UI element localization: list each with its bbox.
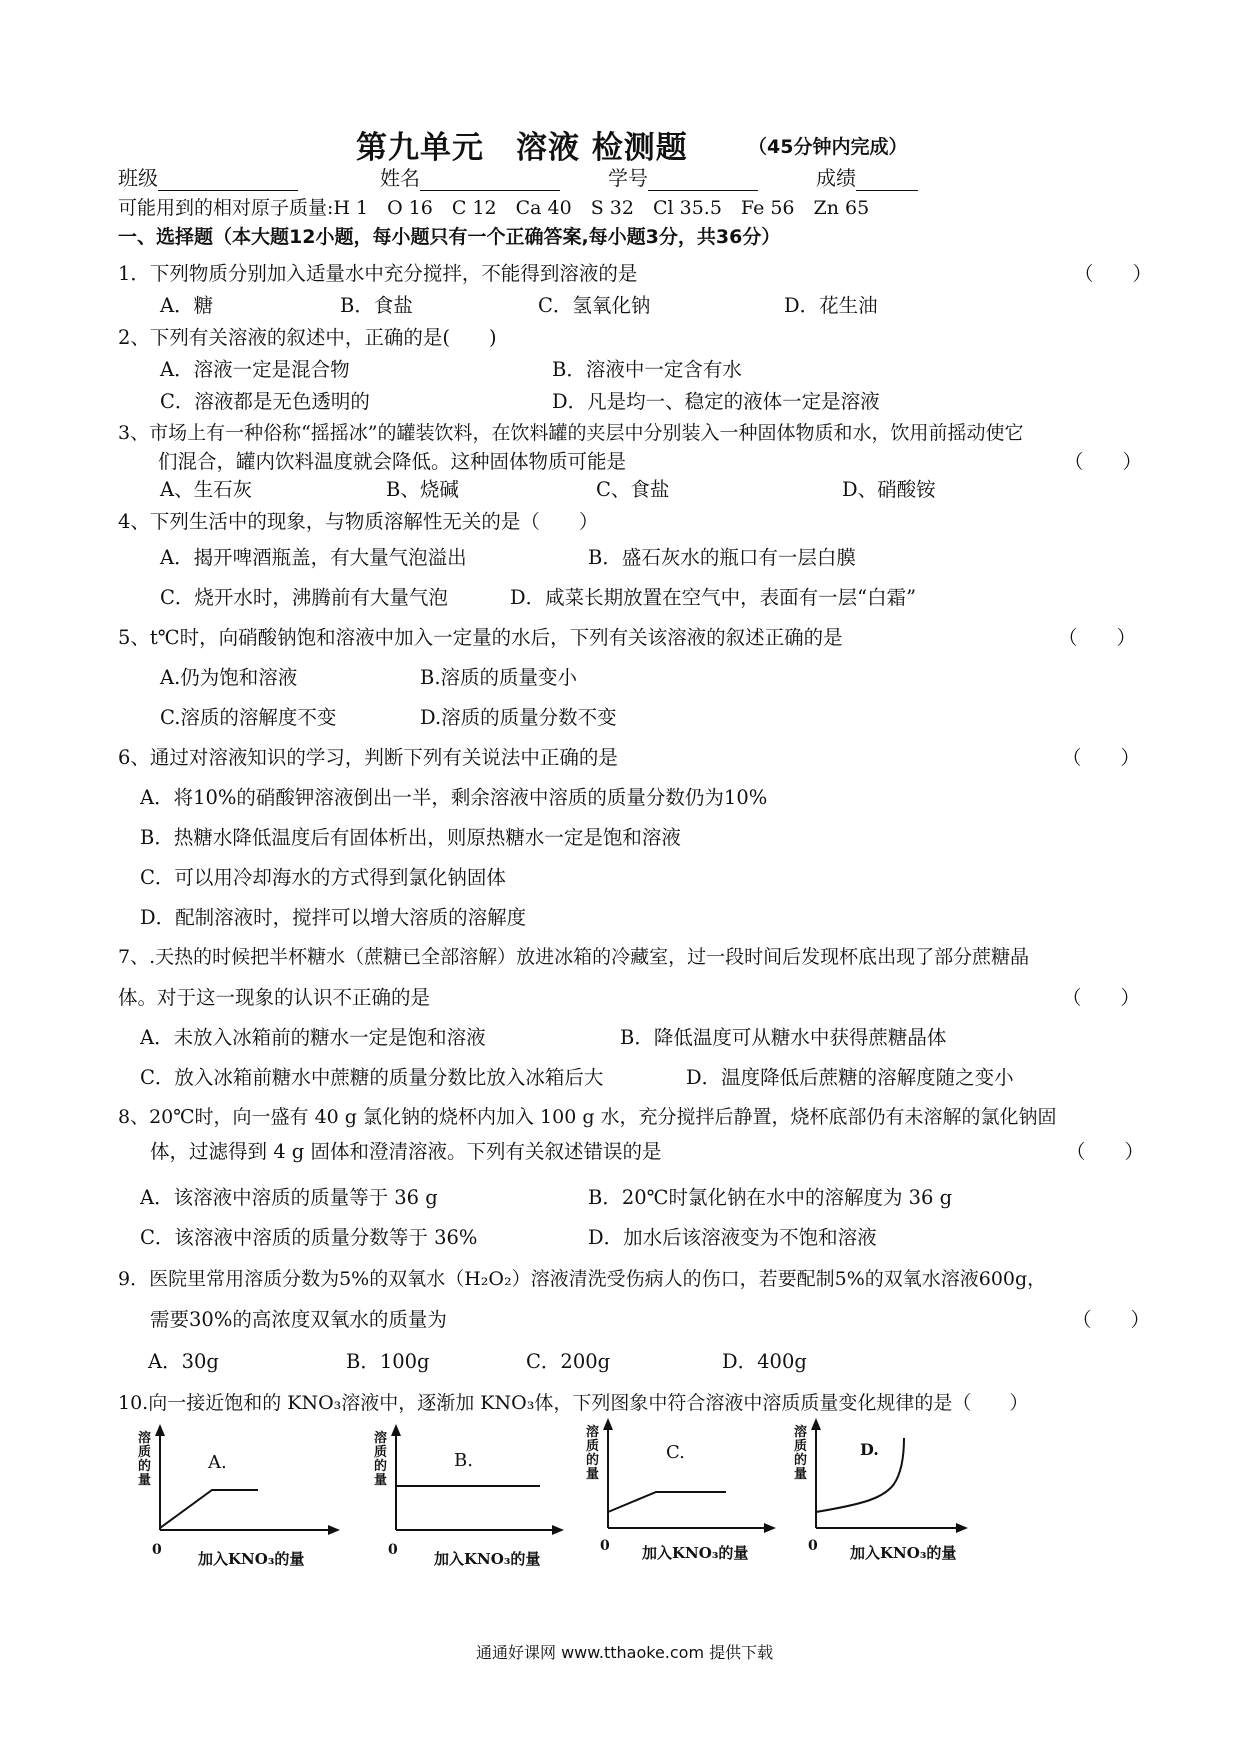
option-6c: C．可以用冷却海水的方式得到氯化钠固体: [140, 866, 506, 889]
footer: 通通好课网 www.tthaoke.com 提供下载: [476, 1643, 774, 1662]
question-4: [118, 506, 598, 534]
question-2: [118, 322, 497, 350]
question-1: [118, 258, 637, 286]
graph-b-letter: B.: [454, 1450, 473, 1471]
question-7-line2: 体。对于这一现象的认识不正确的是: [118, 986, 431, 1009]
option-5b: B.溶质的质量变小: [420, 666, 578, 689]
option-8c: C．该溶液中溶质的质量分数等于 36%: [140, 1226, 478, 1249]
question-text: 下列物质分别加入适量水中充分搅拌，不能得到溶液的是: [149, 262, 638, 285]
option-5c: C.溶质的溶解度不变: [160, 706, 337, 729]
question-number: 3、: [118, 422, 150, 444]
option-9d: D．400g: [722, 1350, 807, 1373]
graph-d-origin: 0: [808, 1538, 818, 1554]
option-4b: B．盛石灰水的瓶口有一层白膜: [588, 546, 856, 569]
option-2b: B．溶液中一定含有水: [552, 358, 742, 381]
student-id-label: 学号: [608, 166, 648, 190]
question-text: 下列有关溶液的叙述中，正确的是( ): [149, 326, 497, 349]
graph-d-plot: [794, 1424, 994, 1536]
section-heading: 一、选择题（本大题12小题，每小题只有一个正确答案,每小题3分，共36分）: [118, 226, 781, 248]
option-4d: D．咸菜长期放置在空气中，表面有一层“白霜”: [510, 586, 917, 609]
option-9c: C．200g: [526, 1350, 611, 1373]
question-10: [118, 1388, 1028, 1415]
option-6d: D．配制溶液时，搅拌可以增大溶质的溶解度: [140, 906, 527, 929]
question-6: [118, 742, 618, 770]
graph-b-xlabel: 加入KNO₃的量: [434, 1550, 541, 1568]
graph-d-letter: D.: [860, 1440, 879, 1459]
answer-paren-6[interactable]: （ ）: [1062, 746, 1141, 769]
option-9a: A．30g: [148, 1350, 219, 1373]
student-id-field: [608, 162, 758, 191]
graph-a-plot: [138, 1430, 338, 1542]
answer-paren-8[interactable]: （ ）: [1066, 1140, 1145, 1163]
answer-paren-3[interactable]: （ ）: [1064, 450, 1143, 473]
option-7a: A．未放入冰箱前的糖水一定是饱和溶液: [140, 1026, 486, 1049]
graph-a-xlabel: 加入KNO₃的量: [198, 1550, 305, 1568]
class-field: [118, 162, 298, 191]
option-8b: B．20℃时氯化钠在水中的溶解度为 36 g: [588, 1186, 953, 1209]
option-1c: C．氢氧化钠: [538, 294, 651, 317]
score-field: [816, 162, 918, 191]
graph-a-origin: 0: [152, 1542, 162, 1558]
question-text: 20℃时，向一盛有 40 g 氯化钠的烧杯内加入 100 g 水，充分搅拌后静置，烧杯底部仍有未溶解的氯化钠固: [149, 1106, 1057, 1128]
score-blank[interactable]: [856, 170, 918, 191]
question-number: 1．: [118, 262, 150, 285]
option-4c: C．烧开水时，沸腾前有大量气泡: [160, 586, 448, 609]
student-id-blank[interactable]: [648, 170, 758, 191]
question-9-line2: 需要30%的高浓度双氧水的质量为: [150, 1308, 447, 1331]
graph-a-letter: A.: [208, 1452, 227, 1473]
graph-a-curve: [160, 1490, 258, 1528]
name-field: [380, 162, 560, 191]
question-8-line2: 体，过滤得到 4 g 固体和澄清溶液。下列有关叙述错误的是: [150, 1140, 662, 1163]
question-number: 2、: [118, 326, 150, 349]
option-5a: A.仍为饱和溶液: [160, 666, 298, 689]
graph-c-xlabel: 加入KNO₃的量: [642, 1544, 749, 1562]
option-2d: D．凡是均一、稳定的液体一定是溶液: [552, 390, 880, 413]
answer-paren-7[interactable]: （ ）: [1062, 986, 1141, 1009]
question-text: 医院里常用溶质分数为5%的双氧水（H₂O₂）溶液清洗受伤病人的伤口，若要配制5%的双氧水溶液600g，: [149, 1268, 1047, 1290]
graph-d-xlabel: 加入KNO₃的量: [850, 1544, 957, 1562]
graph-d: [794, 1424, 994, 1564]
option-1d: D．花生油: [784, 294, 878, 317]
question-text: t℃时，向硝酸钠饱和溶液中加入一定量的水后，下列有关该溶液的叙述正确的是: [149, 626, 843, 649]
question-text: 下列生活中的现象，与物质溶解性无关的是（ ）: [149, 510, 599, 533]
question-text: 市场上有一种俗称“摇摇冰”的罐装饮料，在饮料罐的夹层中分别装入一种固体物质和水，饮用前摇动使它: [149, 422, 1024, 444]
option-3b: B、烧碱: [386, 478, 459, 501]
question-number: 6、: [118, 746, 150, 769]
option-9b: B．100g: [346, 1350, 430, 1373]
question-number: 9．: [118, 1268, 150, 1290]
option-6a: A．将10%的硝酸钾溶液倒出一半，剩余溶液中溶质的质量分数仍为10%: [140, 786, 768, 809]
graph-c-plot: [586, 1424, 786, 1536]
option-3c: C、食盐: [596, 478, 670, 501]
graph-b-ylabel: 溶 质 的 量: [374, 1431, 388, 1488]
question-5: [118, 622, 843, 650]
time-limit: （45分钟内完成）: [748, 136, 908, 158]
option-3a: A、生石灰: [160, 478, 253, 501]
question-number: 5、: [118, 626, 150, 649]
graph-c-origin: 0: [600, 1538, 610, 1554]
option-1b: B．食盐: [340, 294, 413, 317]
graph-d-ylabel: 溶 质 的 量: [794, 1425, 808, 1482]
option-1a: A．糖: [160, 294, 214, 317]
question-3: [118, 418, 1024, 445]
option-2c: C．溶液都是无色透明的: [160, 390, 370, 413]
option-2a: A．溶液一定是混合物: [160, 358, 350, 381]
question-9: [118, 1264, 1046, 1291]
option-3d: D、硝酸铵: [842, 478, 936, 501]
question-text: .天热的时候把半杯糖水（蔗糖已全部溶解）放进冰箱的冷藏室，过一段时间后发现杯底出现了部分蔗糖晶: [149, 946, 1030, 968]
question-number: 10.: [118, 1392, 149, 1414]
question-number: 7、: [118, 946, 150, 968]
score-label: 成绩: [816, 166, 856, 190]
option-6b: B．热糖水降低温度后有固体析出，则原热糖水一定是饱和溶液: [140, 826, 681, 849]
graph-c-ylabel: 溶 质 的 量: [586, 1425, 600, 1482]
answer-paren-9[interactable]: （ ）: [1072, 1308, 1151, 1331]
class-label: 班级: [118, 166, 158, 190]
name-label: 姓名: [380, 166, 420, 190]
graph-b-plot: [374, 1430, 574, 1542]
answer-paren-5[interactable]: （ ）: [1058, 626, 1137, 649]
question-8: [118, 1102, 1057, 1129]
class-blank[interactable]: [158, 170, 298, 191]
graph-b-origin: 0: [388, 1542, 398, 1558]
answer-paren-1[interactable]: （ ）: [1074, 262, 1153, 285]
option-7c: C．放入冰箱前糖水中蔗糖的质量分数比放入冰箱后大: [140, 1066, 604, 1089]
question-number: 8、: [118, 1106, 150, 1128]
option-7d: D．温度降低后蔗糖的溶解度随之变小: [686, 1066, 1014, 1089]
name-blank[interactable]: [420, 170, 560, 191]
graph-c-curve: [608, 1492, 726, 1512]
question-number: 4、: [118, 510, 150, 533]
graph-d-curve: [816, 1438, 904, 1512]
question-text: 向一接近饱和的 KNO₃溶液中，逐渐加 KNO₃体，下列图象中符合溶液中溶质质量变化规律的是（ ）: [148, 1392, 1029, 1414]
option-7b: B．降低温度可从糖水中获得蔗糖晶体: [620, 1026, 947, 1049]
question-7: [118, 942, 1029, 969]
question-3-line2: 们混合，罐内饮料温度就会降低。这种固体物质可能是: [158, 450, 627, 473]
graph-a-ylabel: 溶 质 的 量: [138, 1431, 152, 1488]
graph-c-letter: C.: [666, 1442, 685, 1463]
atomic-masses: 可能用到的相对原子质量:H 1 O 16 C 12 Ca 40 S 32 Cl 35.5 Fe 56 Zn 65: [118, 197, 870, 219]
graph-a: [138, 1430, 338, 1570]
question-text: 通过对溶液知识的学习，判断下列有关说法中正确的是: [149, 746, 618, 769]
option-4a: A．揭开啤酒瓶盖，有大量气泡溢出: [160, 546, 467, 569]
option-8d: D．加水后该溶液变为不饱和溶液: [588, 1226, 877, 1249]
page-title: 第九单元 溶液 检测题: [356, 130, 688, 166]
graph-c: [586, 1424, 786, 1564]
option-5d: D.溶质的质量分数不变: [420, 706, 617, 729]
graph-b: [374, 1430, 574, 1570]
option-8a: A．该溶液中溶质的质量等于 36 g: [140, 1186, 438, 1209]
